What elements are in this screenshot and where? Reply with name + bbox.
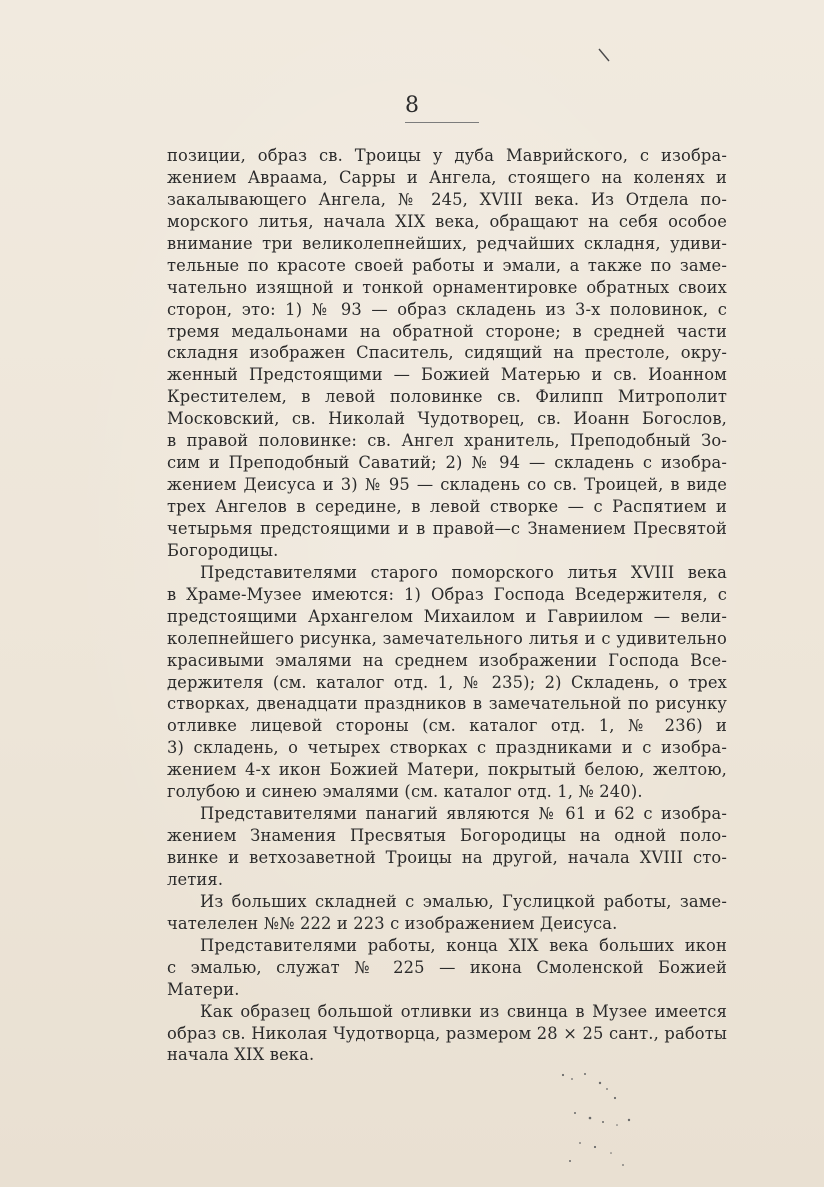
text-line: Представителями панагий являются № 61 и 62 с изобра- bbox=[200, 804, 727, 824]
text-line: летия. bbox=[167, 869, 224, 889]
text-line: чательно изящной и тонкой орнаментировке обратных своих bbox=[167, 277, 727, 297]
page-number-rule bbox=[405, 122, 479, 123]
text-line: закалывающего Ангела, № 245, XVIII века. Из Отдела по- bbox=[167, 189, 727, 209]
text-line: Московский, св. Николай Чудотворец, св. Иоанн Богослов, bbox=[167, 409, 727, 429]
text-line: четырьмя предстоящими и в правой—с Знамением Пресвятой bbox=[167, 518, 727, 538]
text-line: держителя (см. каталог отд. 1, № 235); 2) Складень, о трех bbox=[167, 672, 727, 692]
text-line: складня изображен Спаситель, сидящий на престоле, окру- bbox=[167, 343, 727, 363]
text-line: красивыми эмалями на среднем изображении Господа Все- bbox=[167, 650, 727, 670]
text-line: Представителями работы, конца XIX века больших икон bbox=[200, 935, 727, 955]
text-line: Матери. bbox=[167, 979, 240, 999]
text-line: Богородицы. bbox=[167, 540, 279, 560]
text-line: женный Предстоящими — Божией Матерью и св. Иоанном bbox=[167, 365, 727, 385]
text-line: жением Авраама, Сарры и Ангела, стоящего на коленях и bbox=[167, 167, 727, 187]
text-line: морского литья, начала XIX века, обращают на себя особое bbox=[167, 211, 727, 231]
text-line: внимание три великолепнейших, редчайших складня, удиви- bbox=[167, 233, 727, 253]
text-line: отливке лицевой стороны (см. каталог отд. 1, № 236) и bbox=[167, 716, 727, 736]
text-line: трех Ангелов в середине, в левой створке — с Распятием и bbox=[167, 497, 727, 516]
pen-mark-icon bbox=[597, 47, 611, 63]
text-line: позиции, образ св. Троицы у дуба Маврийского, с изобра- bbox=[167, 146, 727, 165]
text-line: колепнейшего рисунка, замечательного литья и с удивительно bbox=[167, 628, 727, 648]
text-line: сим и Преподобный Саватий; 2) № 94 — складень с изобра- bbox=[167, 453, 727, 473]
text-line: чателелен №№ 222 и 223 с изображением Деисуса. bbox=[167, 913, 618, 933]
text-line: створках, двенадцати праздников в замечательной по рисунку bbox=[167, 694, 727, 714]
text-line: Из больших складней с эмалью, Гуслицкой работы, заме- bbox=[200, 891, 727, 911]
text-line: Крестителем, в левой половинке св. Филипп Митрополит bbox=[167, 387, 727, 407]
text-line: тельные по красоте своей работы и эмали, а также по заме- bbox=[167, 255, 727, 275]
text-line: начала XIX века. bbox=[167, 1045, 315, 1065]
text-line: в правой половинке: св. Ангел хранитель, Преподобный Зо- bbox=[167, 431, 727, 451]
text-line: с эмалью, служат № 225 — икона Смоленской Божией bbox=[167, 957, 727, 977]
text-line: образ св. Николая Чудотворца, размером 28 × 25 сант., работы bbox=[167, 1023, 727, 1043]
text-line: Как образец большой отливки из свинца в Музее имеется bbox=[200, 1001, 727, 1021]
text-line: жением Знамения Пресвятыя Богородицы на одной поло- bbox=[167, 826, 727, 846]
text-line: в Храме-Музее имеются: 1) Образ Господа Вседержителя, с bbox=[167, 584, 727, 604]
text-line: голубою и синею эмалями (см. каталог отд. 1, № 240). bbox=[167, 782, 643, 802]
text-line: предстоящими Архангелом Михаилом и Гавриилом — вели- bbox=[167, 606, 727, 626]
text-line: Представителями старого поморского литья XVIII века bbox=[200, 562, 727, 582]
text-line: винке и ветхозаветной Троицы на другой, начала XVIII сто- bbox=[167, 848, 727, 867]
text-line: жением Деисуса и 3) № 95 — складень со св. Троицей, в виде bbox=[167, 475, 727, 495]
page-number: 8 bbox=[405, 93, 419, 118]
text-line: 3) складень, о четырех створках с праздниками и с изобра- bbox=[167, 738, 727, 758]
paper-specks-icon bbox=[545, 1065, 655, 1175]
text-line: сторон, это: 1) № 93 — образ складень из 3-х половинок, с bbox=[167, 299, 727, 319]
text-line: тремя медальонами на обратной стороне; в средней части bbox=[167, 321, 727, 341]
text-line: жением 4-х икон Божией Матери, покрытый белою, желтою, bbox=[167, 760, 727, 780]
body-text bbox=[167, 145, 727, 1066]
